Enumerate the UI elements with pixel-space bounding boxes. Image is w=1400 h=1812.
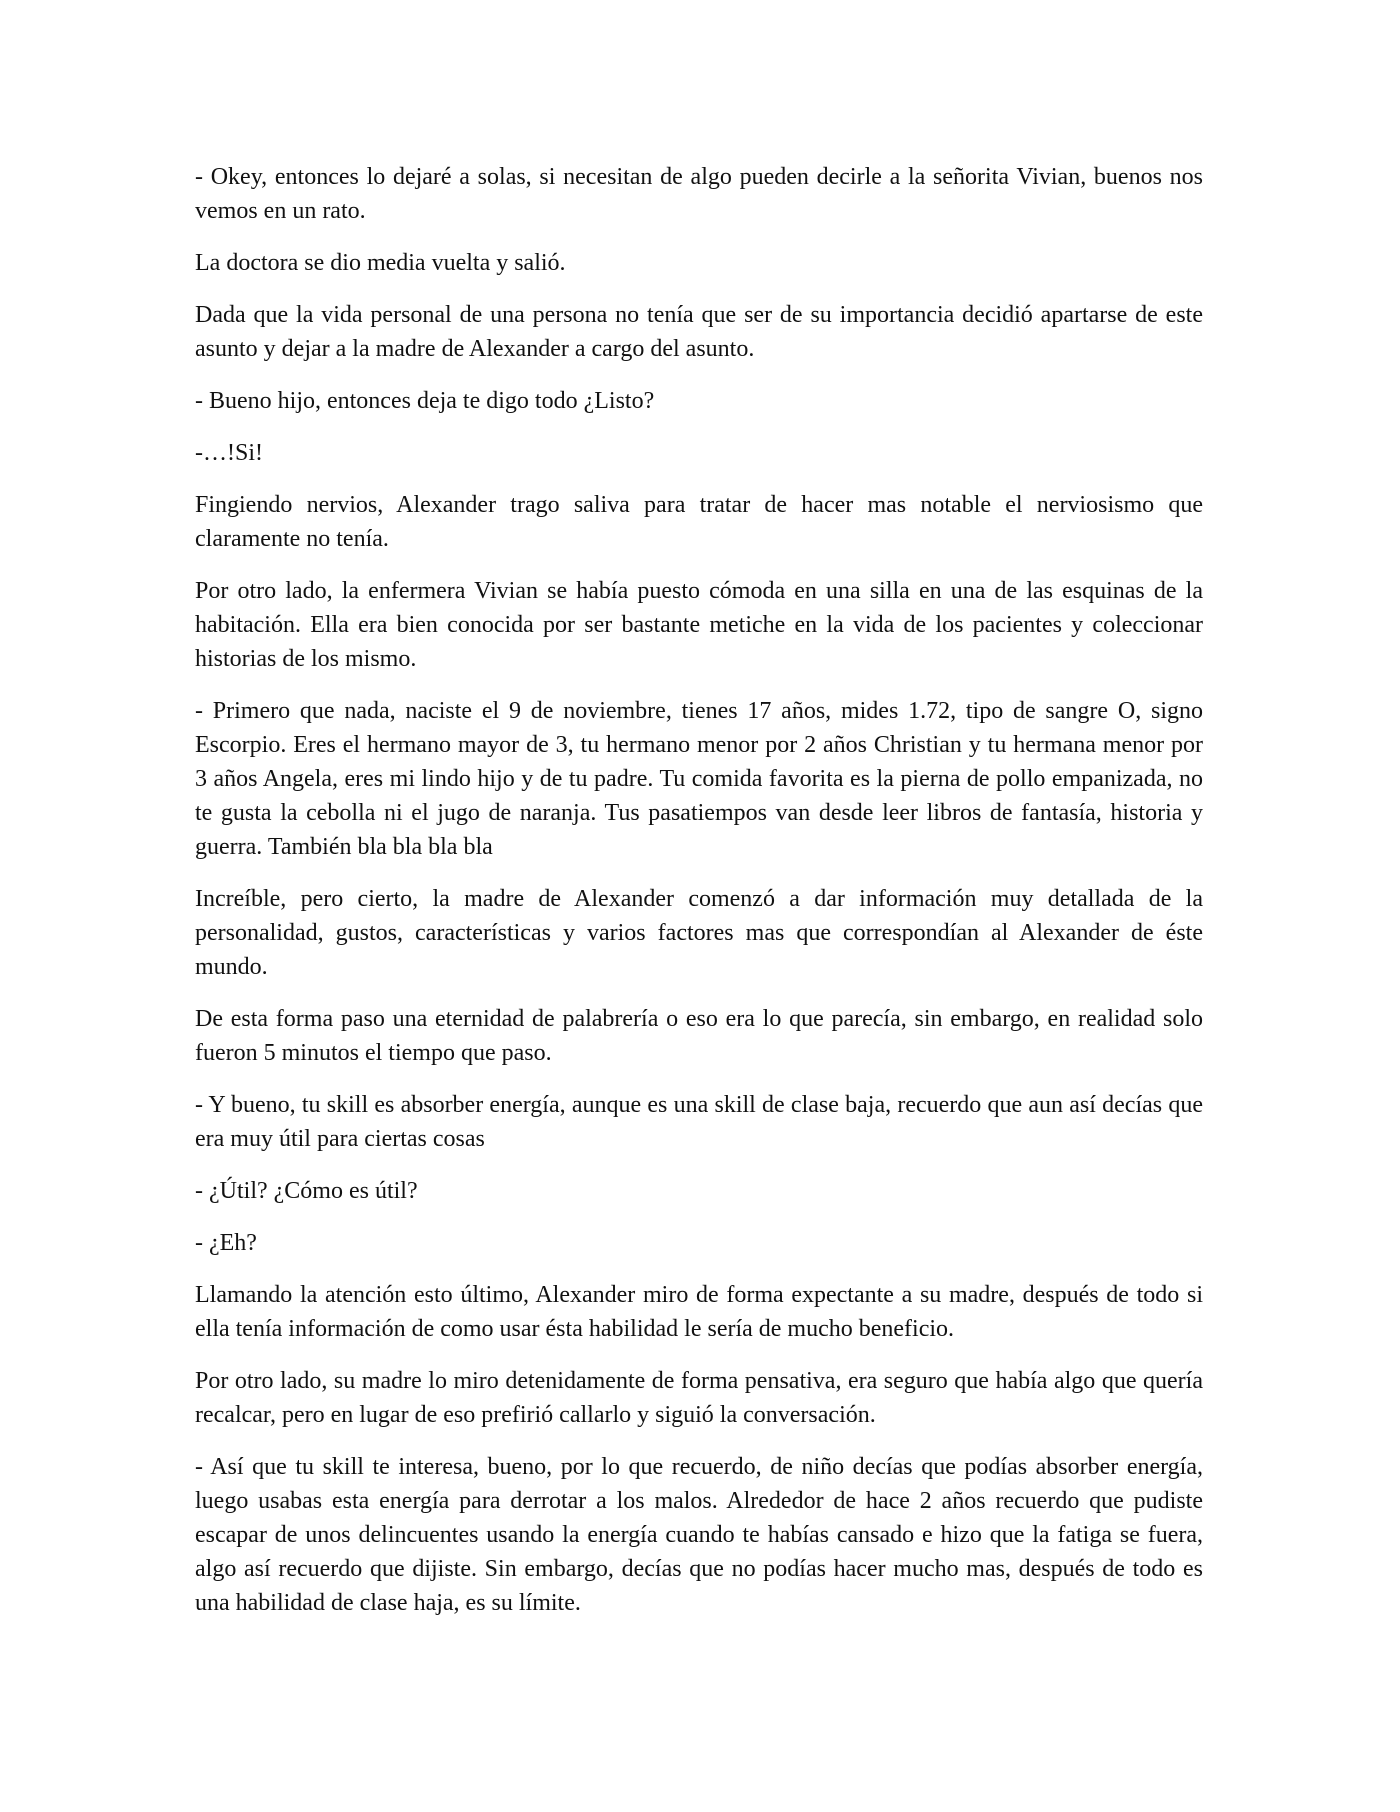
paragraph: De esta forma paso una eternidad de palabrería o eso era lo que parecía, sin embargo, en realidad solo fueron 5 minutos el tiempo que paso.: [195, 1006, 1203, 1066]
paragraph: - Okey, entonces lo dejaré a solas, si necesitan de algo pueden decirle a la señorita Vivian, buenos nos vemos en un rato.: [195, 164, 1203, 224]
paragraph: - ¿Útil? ¿Cómo es útil?: [195, 1178, 418, 1204]
paragraph: - Así que tu skill te interesa, bueno, por lo que recuerdo, de niño decías que podías absorber energía, luego usabas esta energía para derrotar a los malos. Alrededor de hace 2 años recuerdo que pudiste escapar de unos delincuentes usando la energía cuando te habías cansado e hizo que la fatiga se fuera, algo así recuerdo que dijiste. Sin embargo, decías que no podías hacer mucho mas, después de todo es una habilidad de clase haja, es su límite.: [195, 1454, 1203, 1616]
paragraph: Llamando la atención esto último, Alexander miro de forma expectante a su madre, después de todo si ella tenía información de como usar ésta habilidad le sería de mucho beneficio.: [195, 1282, 1203, 1342]
paragraph: Increíble, pero cierto, la madre de Alexander comenzó a dar información muy detallada de la personalidad, gustos, características y varios factores mas que correspondían al Alexander de éste mundo.: [195, 886, 1203, 980]
paragraph: Por otro lado, la enfermera Vivian se había puesto cómoda en una silla en una de las esquinas de la habitación. Ella era bien conocida por ser bastante metiche en la vida de los pacientes y coleccionar historias de los mismo.: [195, 578, 1203, 672]
paragraph: Fingiendo nervios, Alexander trago saliva para tratar de hacer mas notable el nerviosismo que claramente no tenía.: [195, 492, 1203, 552]
paragraph: - Y bueno, tu skill es absorber energía, aunque es una skill de clase baja, recuerdo que aun así decías que era muy útil para ciertas cosas: [195, 1092, 1203, 1152]
paragraph: - ¿Eh?: [195, 1230, 257, 1256]
paragraph: - Bueno hijo, entonces deja te digo todo ¿Listo?: [195, 388, 655, 414]
paragraph: - Primero que nada, naciste el 9 de noviembre, tienes 17 años, mides 1.72, tipo de sangre O, signo Escorpio. Eres el hermano mayor de 3, tu hermano menor por 2 años Christian y tu hermana menor por 3 años Angela, eres mi lindo hijo y de tu padre. Tu comida favorita es la pierna de pollo empanizada, no te gusta la cebolla ni el jugo de naranja. Tus pasatiempos van desde leer libros de fantasía, historia y guerra. También bla bla bla bla: [195, 698, 1203, 860]
document-page: [195, 160, 1203, 1638]
paragraph: La doctora se dio media vuelta y salió.: [195, 250, 566, 276]
paragraph: Por otro lado, su madre lo miro detenidamente de forma pensativa, era seguro que había algo que quería recalcar, pero en lugar de eso prefirió callarlo y siguió la conversación.: [195, 1368, 1203, 1428]
paragraph: -…!Si!: [195, 440, 263, 466]
paragraph: Dada que la vida personal de una persona no tenía que ser de su importancia decidió apartarse de este asunto y dejar a la madre de Alexander a cargo del asunto.: [195, 302, 1203, 362]
